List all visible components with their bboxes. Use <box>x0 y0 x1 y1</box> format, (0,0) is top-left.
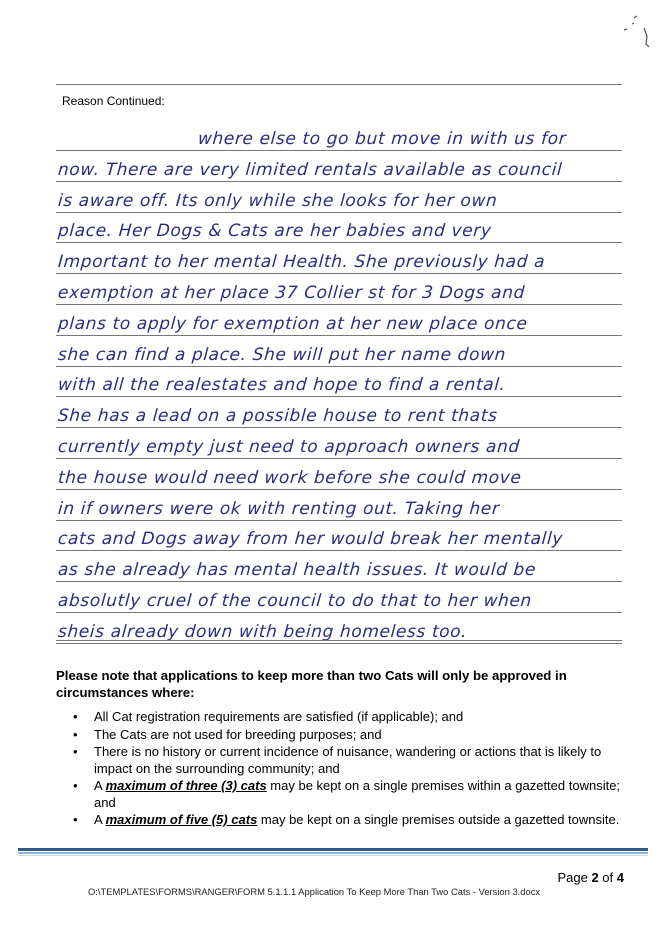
bullet-icon: • <box>73 778 78 793</box>
section-rule <box>56 640 622 641</box>
handwritten-line <box>56 120 622 151</box>
emphasis-text: maximum of three (3) cats <box>105 778 267 793</box>
handwritten-text: she can find a place. She will put her name down <box>57 344 507 365</box>
handwritten-text: Important to her mental Health. She previously had a <box>57 252 546 273</box>
bullet-icon: • <box>73 812 78 827</box>
scan-artifact-mark <box>622 14 652 48</box>
page-number: Page 2 of 4 <box>557 870 624 885</box>
handwritten-text: in if owners were ok with renting out. Taking her <box>57 498 501 519</box>
handwritten-line <box>56 243 622 274</box>
handwritten-text: plans to apply for exemption at her new place once <box>57 313 529 334</box>
condition-item: • A maximum of three (3) cats may be kept on a single premises within a gazetted townsite; and <box>73 778 621 810</box>
handwritten-text: with all the realestates and hope to find a rental. <box>57 375 507 396</box>
handwritten-line <box>56 274 622 305</box>
condition-item: • There is no history or current incidence of nuisance, wandering or actions that is likely to impact on the surrounding community; and <box>73 744 602 776</box>
handwritten-line <box>56 212 622 243</box>
bullet-icon: • <box>73 744 78 759</box>
handwritten-text: currently empty just need to approach owners and <box>57 437 521 457</box>
handwritten-text: now. There are very limited rentals available as council <box>57 159 564 180</box>
handwritten-line <box>56 551 622 582</box>
handwritten-line <box>56 336 622 367</box>
footer-divider <box>18 848 648 856</box>
condition-item: • All Cat registration requirements are satisfied (if applicable); and <box>73 709 464 724</box>
condition-item: • The Cats are not used for breeding purposes; and <box>73 726 382 742</box>
handwritten-text: place. Her Dogs & Cats are her babies and very <box>57 221 493 242</box>
approval-conditions <box>56 667 622 830</box>
handwritten-line <box>56 490 622 521</box>
reason-label: Reason Continued: <box>62 94 165 108</box>
handwritten-text: as she already has mental health issues. It would be <box>57 560 537 581</box>
handwritten-text: She has a lead on a possible house to rent thats <box>57 406 499 427</box>
handwritten-line <box>56 305 622 336</box>
handwritten-line <box>56 366 622 397</box>
file-path: O:\TEMPLATES\FORMS\RANGER\FORM 5.1.1.1 Application To Keep More Than Two Cats - Version 3.docx <box>88 886 541 897</box>
handwritten-line <box>56 182 622 213</box>
handwritten-text: where else to go but move in with us for <box>197 129 567 149</box>
handwritten-text: exemption at her place 37 Collier st for 3 Dogs and <box>57 283 526 303</box>
handwritten-line <box>56 459 622 490</box>
handwritten-line <box>56 428 622 459</box>
handwritten-line <box>56 151 622 182</box>
bullet-icon: • <box>73 709 78 724</box>
bullet-icon: • <box>73 726 78 742</box>
handwritten-text: cats and Dogs away from her would break her mentally <box>57 529 564 550</box>
handwritten-text: is aware off. Its only while she looks for her own <box>57 190 499 211</box>
handwritten-line <box>56 397 622 428</box>
handwritten-text: the house would need work before she could move <box>57 467 523 488</box>
section-rule <box>56 84 622 85</box>
handwritten-line <box>56 520 622 551</box>
conditions-list <box>56 709 622 829</box>
emphasis-text: maximum of five (5) cats <box>105 812 258 827</box>
conditions-heading: Please note that applications to keep more than two Cats will only be approved in circumstances where: <box>56 668 567 700</box>
handwritten-line <box>56 582 622 613</box>
handwritten-text: sheis already down with being homeless too. <box>57 621 468 642</box>
condition-item: • A maximum of five (5) cats may be kept on a single premises outside a gazetted townsite. <box>73 812 620 827</box>
handwritten-text: absolutly cruel of the council to do that to her when <box>57 591 533 611</box>
